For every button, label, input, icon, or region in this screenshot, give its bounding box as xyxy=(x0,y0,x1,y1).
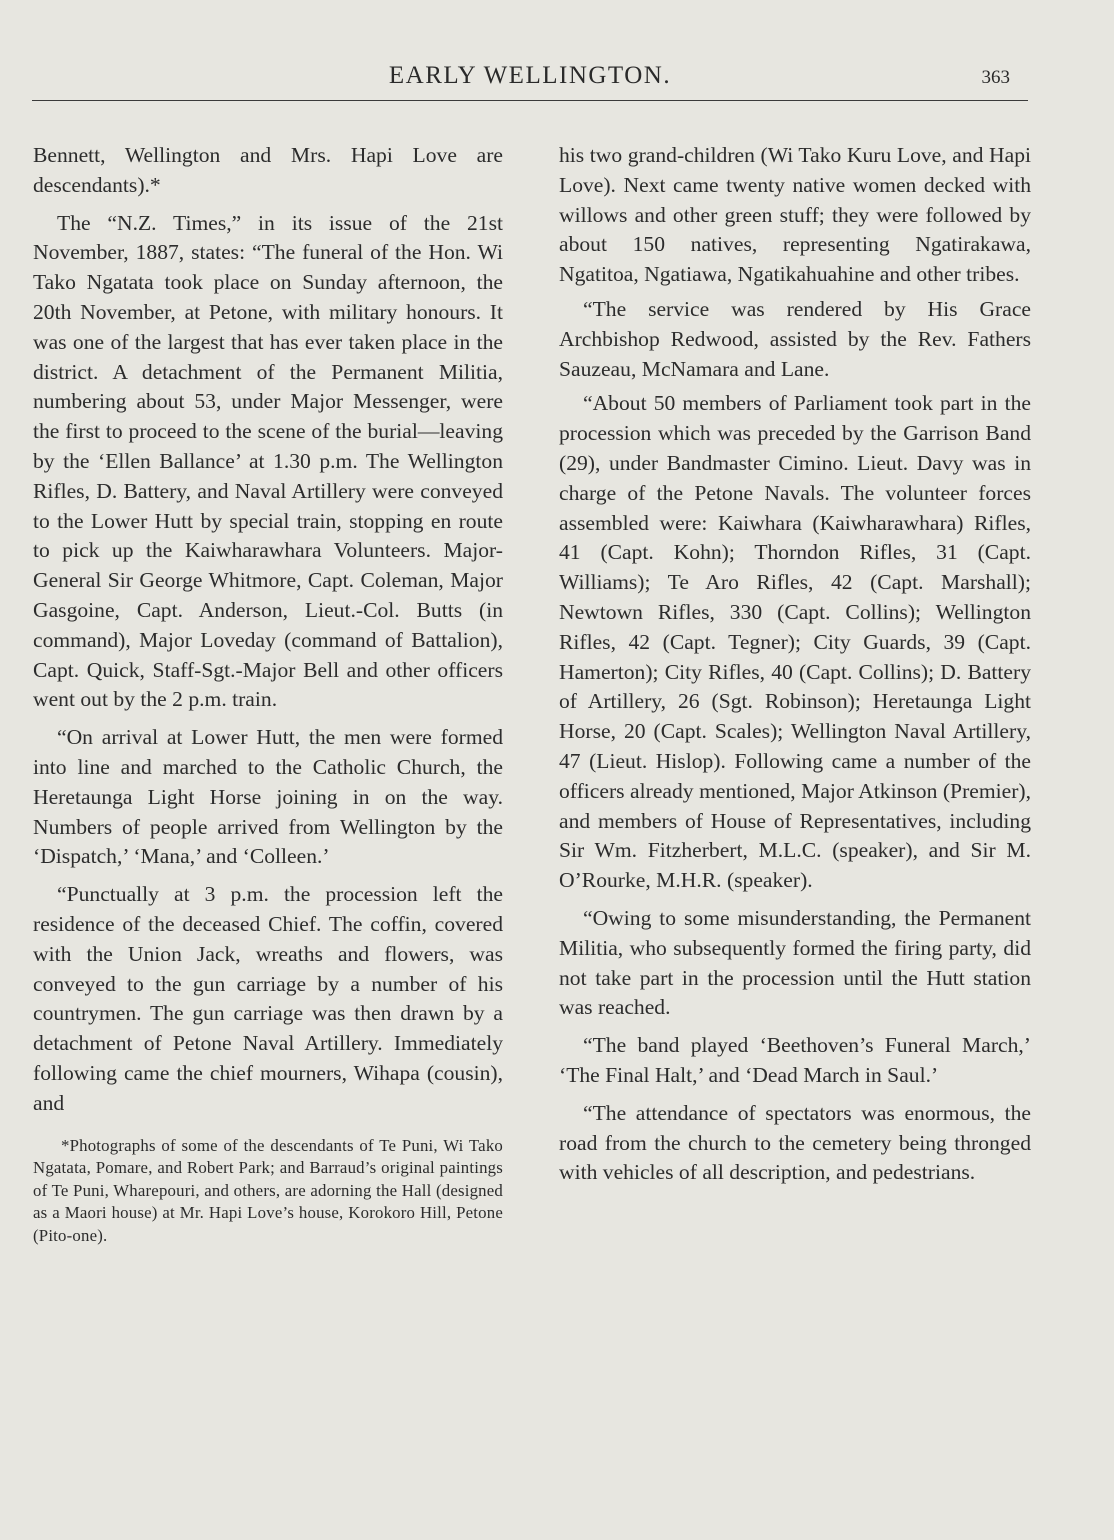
left-column xyxy=(33,141,503,1247)
paragraph: “The band played ‘Beethoven’s Funeral March,’ ‘The Final Halt,’ and ‘Dead March in Saul.’ xyxy=(559,1033,1031,1087)
footnote: *Photographs of some of the descendants of Te Puni, Wi Tako Ngatata, Pomare, and Robert Park; and Barraud’s original paintings of Te Puni, Wharepouri, and others, are adorning the Hall (designed as a Maori house) at Mr. Hapi Love’s house, Korokoro Hill, Petone (Pito-one). xyxy=(33,1135,503,1245)
page-header xyxy=(32,62,1028,98)
header-rule xyxy=(32,100,1028,101)
paragraph: “Punctually at 3 p.m. the procession left the residence of the deceased Chief. The coffin, covered with the Union Jack, wreaths and flowers, was conveyed to the gun carriage by a number of his countrymen. The gun carriage was then drawn by a detachment of Petone Naval Artillery. Immediately following came the chief mourners, Wihapa (cousin), and xyxy=(33,882,503,1115)
paragraph: The “N.Z. Times,” in its issue of the 21st November, 1887, states: “The funeral of the Hon. Wi Tako Ngatata took place on Sunday afternoon, the 20th November, at Petone, with military honours. It was one of the largest that has ever taken place in the district. A detachment of the Permanent Militia, numbering about 53, under Major Messenger, were the first to proceed to the scene of the burial—leaving by the ‘Ellen Ballance’ at 1.30 p.m. The Wellington Rifles, D. Battery, and Naval Artillery were conveyed to the Lower Hutt by special train, stopping en route to pick up the Kaiwharawhara Volunteers. Major-General Sir George Whitmore, Capt. Coleman, Major Gasgoine, Capt. Anderson, Lieut.-Col. Butts (in command), Major Loveday (command of Battalion), Capt. Quick, Staff-Sgt.-Major Bell and other officers went out by the 2 p.m. train. xyxy=(33,210,503,712)
paragraph: “On arrival at Lower Hutt, the men were formed into line and marched to the Catholic Church, the Heretaunga Light Horse joining in on the way. Numbers of people arrived from Wellington by the ‘Dispatch,’ ‘Mana,’ and ‘Colleen.’ xyxy=(33,725,503,869)
paragraph: “The attendance of spectators was enormous, the road from the church to the cemetery being thronged with vehicles of all description, and pedestrians. xyxy=(559,1100,1031,1185)
paragraph: his two grand-children (Wi Tako Kuru Love, and Hapi Love). Next came twenty native women decked with willows and other green stuff; they were followed by about 150 natives, representing Ngatirakawa, Ngatitoa, Ngatiawa, Ngatikahuahine and other tribes. xyxy=(559,143,1031,287)
paragraph: “About 50 members of Parliament took part in the procession which was preceded by the Garrison Band (29), under Bandmaster Cimino. Lieut. Davy was in charge of the Petone Navals. The volunteer forces assembled were: Kaiwhara (Kaiwharawhara) Rifles, 41 (Capt. Kohn); Thorndon Rifles, 31 (Capt. Williams); Te Aro Rifles, 42 (Capt. Marshall); Newtown Rifles, 330 (Capt. Collins); Wellington Rifles, 42 (Capt. Tegner); City Guards, 39 (Capt. Hamerton); City Rifles, 40 (Capt. Collins); D. Battery of Artillery, 26 (Sgt. Robinson); Heretaunga Light Horse, 20 (Capt. Scales); Wellington Naval Artillery, 47 (Lieut. Hislop). Following came a number of the officers already mentioned, Major Atkinson (Premier), and members of House of Representatives, including Sir Wm. Fitzherbert, M.L.C. (speaker), and Sir M. O’Rourke, M.H.R. (speaker). xyxy=(559,391,1031,893)
paragraph: “The service was rendered by His Grace Archbishop Redwood, assisted by the Rev. Fathers Sauzeau, McNamara and Lane. xyxy=(559,296,1031,381)
running-title: EARLY WELLINGTON. xyxy=(388,62,672,89)
paragraph: Bennett, Wellington and Mrs. Hapi Love are descendants).* xyxy=(33,143,503,197)
right-column xyxy=(559,141,1031,1196)
paragraph: “Owing to some misunderstanding, the Permanent Militia, who subsequently formed the firing party, did not take part in the procession until the Hutt station was reached. xyxy=(559,905,1031,1020)
page-number: 363 xyxy=(981,67,1010,88)
